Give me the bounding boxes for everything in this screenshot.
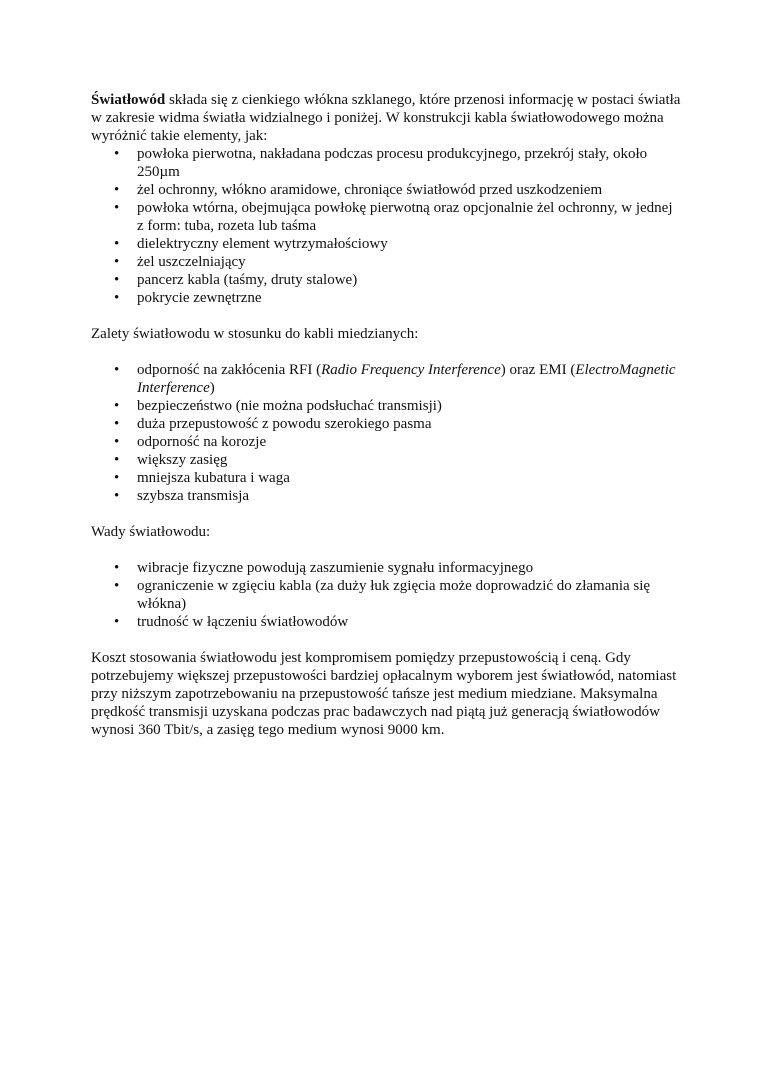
adv-italic-2: ElectroMagnetic Interference <box>137 362 676 396</box>
spacer <box>91 631 681 649</box>
elements-list <box>91 145 681 307</box>
document-body <box>91 91 681 739</box>
list-item: • trudność w łączeniu światłowodów <box>91 613 681 631</box>
disadvantages-heading: Wady światłowodu: <box>91 524 211 540</box>
spacer <box>91 505 681 523</box>
adv-text-3: ) <box>209 380 215 396</box>
list-item <box>91 361 681 397</box>
list-item: • mniejsza kubatura i waga <box>91 469 681 487</box>
list-item: • wibracje fizyczne powodują zaszumienie sygnału informacyjnego <box>91 559 681 577</box>
list-item: • powłoka wtórna, obejmująca powłokę pierwotną oraz opcjonalnie żel ochronny, w jednej z form: tuba, rozeta lub taśma <box>91 199 681 235</box>
disadvantages-list <box>91 559 681 631</box>
list-item: • żel uszczelniający <box>91 253 681 271</box>
list-item: • odporność na korozje <box>91 433 681 451</box>
adv-italic-1: Radio Frequency Interference <box>321 362 501 378</box>
list-item: • pokrycie zewnętrzne <box>91 289 681 307</box>
list-item: • pancerz kabla (taśmy, druty stalowe) <box>91 271 681 289</box>
intro-paragraph <box>91 91 681 145</box>
conclusion-paragraph: Koszt stosowania światłowodu jest kompromisem pomiędzy przepustowością i ceną. Gdy potrzebujemy większej przepustowości bardziej opłacalnym wyborem jest światłowód, natomiast przy niższym zapotrzebowaniu na przepustowość tańsze jest medium miedziane. Maksymalna prędkość transmisji uzyskana podczas prac badawczych nad piątą już generacją światłowodów wynosi 360 Tbit/s, a zasięg tego medium wynosi 9000 km. <box>91 650 677 738</box>
list-item: • duża przepustowość z powodu szerokiego pasma <box>91 415 681 433</box>
advantages-heading: Zalety światłowodu w stosunku do kabli miedzianych: <box>91 326 419 342</box>
spacer <box>91 541 681 559</box>
adv-text-1: odporność na zakłócenia RFI ( <box>137 362 322 378</box>
intro-text: składa się z cienkiego włókna szklanego, które przenosi informację w postaci światła w zakresie widma światła widzialnego i poniżej. W konstrukcji kabla światłowodowego można wyróżnić takie elementy, jak: <box>91 92 681 144</box>
advantages-list <box>91 361 681 505</box>
spacer <box>91 307 681 325</box>
list-item: • szybsza transmisja <box>91 487 681 505</box>
list-item: • ograniczenie w zgięciu kabla (za duży łuk zgięcia może doprowadzić do złamania się włókna) <box>91 577 681 613</box>
list-item: • żel ochronny, włókno aramidowe, chroniące światłowód przed uszkodzeniem <box>91 181 681 199</box>
spacer <box>91 343 681 361</box>
list-item: • dielektryczny element wytrzymałościowy <box>91 235 681 253</box>
list-item: • większy zasięg <box>91 451 681 469</box>
intro-term: Światłowód <box>91 92 166 108</box>
list-item: • powłoka pierwotna, nakładana podczas procesu produkcyjnego, przekrój stały, około 250µm <box>91 145 681 181</box>
adv-text-2: ) oraz EMI ( <box>500 362 576 378</box>
list-item: • bezpieczeństwo (nie można podsłuchać transmisji) <box>91 397 681 415</box>
